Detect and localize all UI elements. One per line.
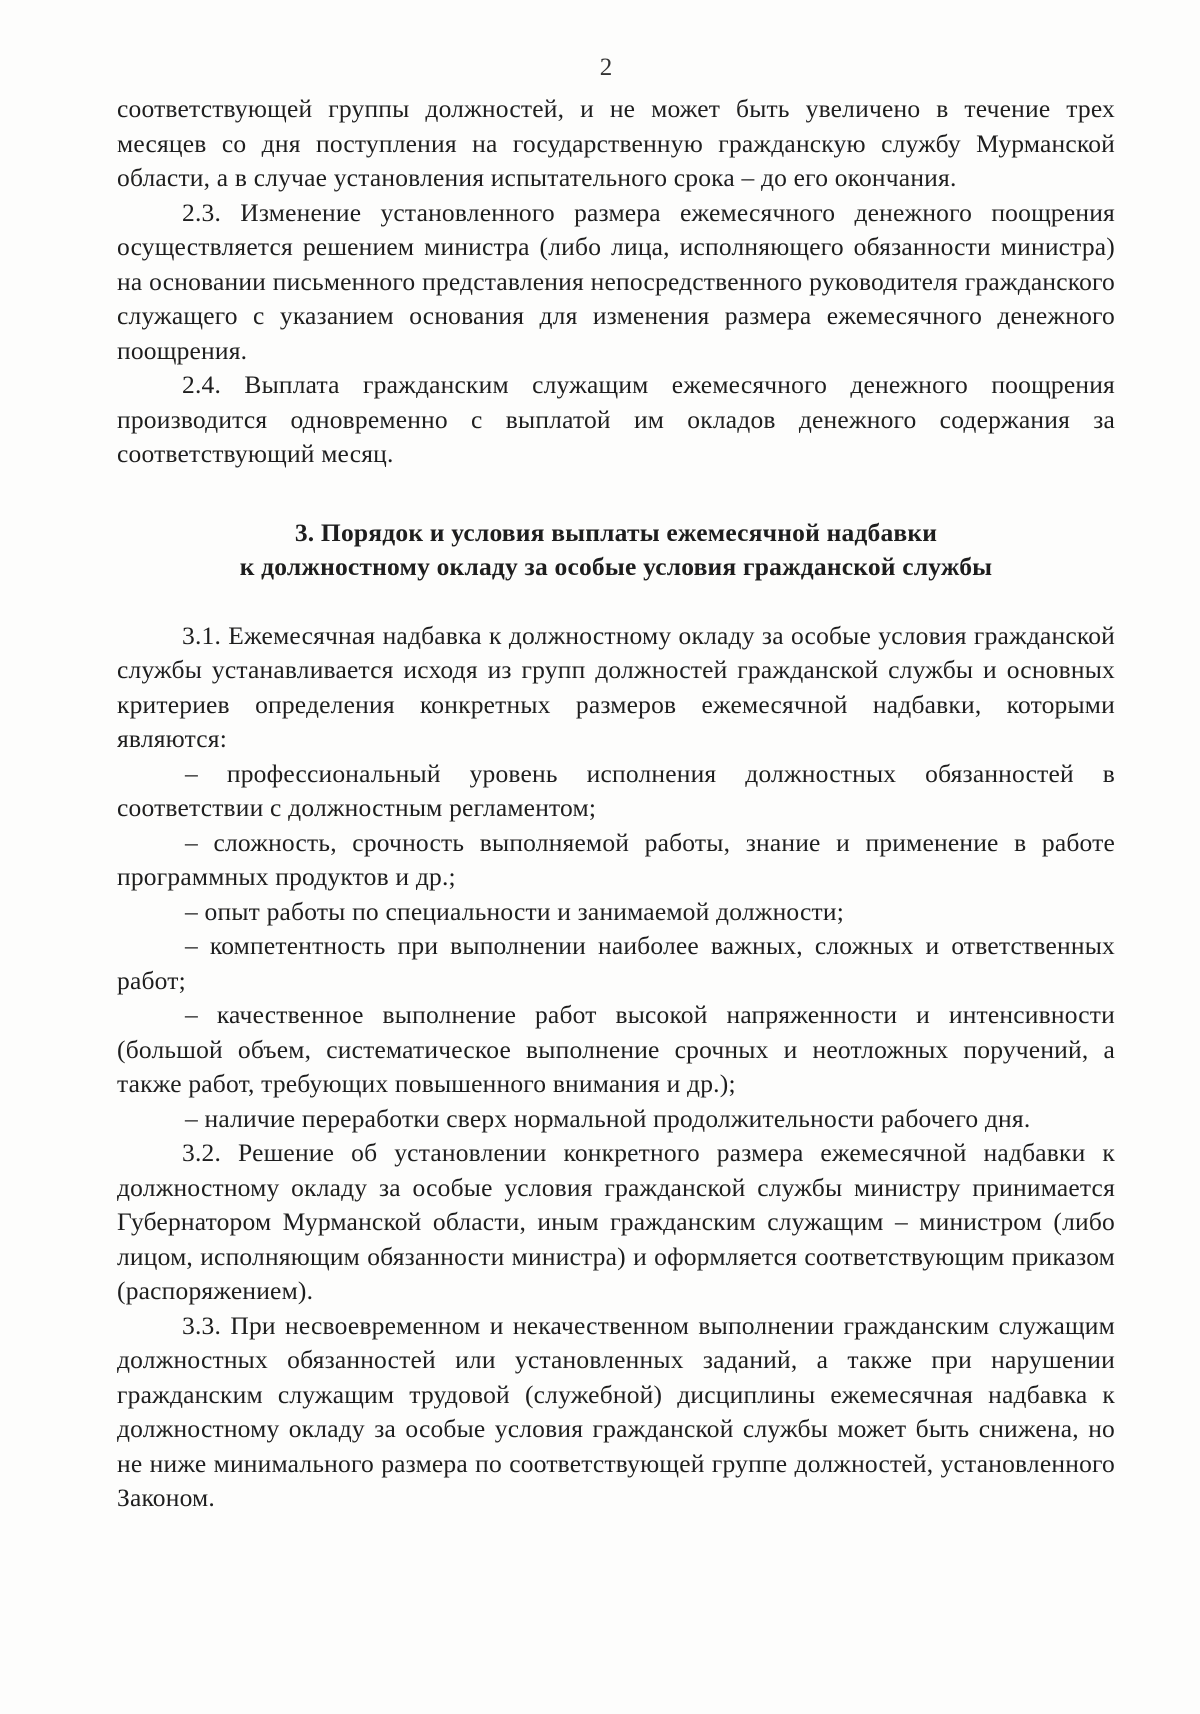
- criteria-item: – профессиональный уровень исполнения должностных обязанностей в соответствии с должностным регламентом;: [117, 758, 1115, 822]
- criteria-item: – сложность, срочность выполняемой работы, знание и применение в работе программных продуктов и др.;: [117, 827, 1115, 891]
- paragraph-continuation: соответствующей группы должностей, и не может быть увеличено в течение трех месяцев со дня поступления на государственную гражданскую службу Мурманской области, а в случае установления испытательного срока – до его окончания.: [117, 94, 1115, 192]
- paragraph-3-3: 3.3. При несвоевременном и некачественном выполнении гражданским служащим должностных обязанностей или установленных заданий, а также при нарушении гражданским служащим трудовой (служебной) дисциплины ежемесячная надбавка к должностному окладу за особые условия гражданской службы может быть снижена, но не ниже минимального размера по соответствующей группе должностей, установленного Законом.: [117, 1310, 1115, 1512]
- criteria-item: – наличие переработки сверх нормальной продолжительности рабочего дня.: [185, 1103, 1031, 1133]
- criteria-item: – компетентность при выполнении наиболее важных, сложных и ответственных работ;: [117, 931, 1115, 995]
- section-3-heading-line-2: к должностному окладу за особые условия гражданской службы: [239, 552, 993, 581]
- paragraph-2-4: 2.4. Выплата гражданским служащим ежемесячного денежного поощрения производится одновременно с выплатой им окладов денежного содержания за соответствующий месяц.: [117, 370, 1115, 468]
- paragraph-3-2: 3.2. Решение об установлении конкретного размера ежемесячной надбавки к должностному окладу за особые условия гражданской службы министру принимается Губернатором Мурманской области, иным гражданским служащим – министром (либо лицом, исполняющим обязанности министра) и оформляется соответствующим приказом (распоряжением).: [117, 1138, 1115, 1305]
- page-number: 2: [599, 54, 613, 81]
- paragraph-2-3: 2.3. Изменение установленного размера ежемесячного денежного поощрения осуществляется решением министра (либо лица, исполняющего обязанности министра) на основании письменного представления непосредственного руководителя гражданского служащего с указанием основания для изменения размера ежемесячного денежного поощрения.: [117, 197, 1115, 365]
- criteria-item: – качественное выполнение работ высокой напряженности и интенсивности (большой объем, систематическое выполнение срочных и неотложных поручений, а также работ, требующих повышенного внимания и др.);: [117, 1000, 1115, 1098]
- paragraph-3-1: 3.1. Ежемесячная надбавка к должностному окладу за особые условия гражданской службы устанавливается исходя из групп должностей гражданской службы и основных критериев определения конкретных размеров ежемесячной надбавки, которыми являются:: [117, 620, 1115, 753]
- document-body: [117, 92, 1115, 1516]
- section-3-heading-line-1: 3. Порядок и условия выплаты ежемесячной надбавки: [294, 517, 938, 547]
- criteria-item: – опыт работы по специальности и занимаемой должности;: [185, 896, 845, 926]
- section-3-heading: [117, 516, 1115, 585]
